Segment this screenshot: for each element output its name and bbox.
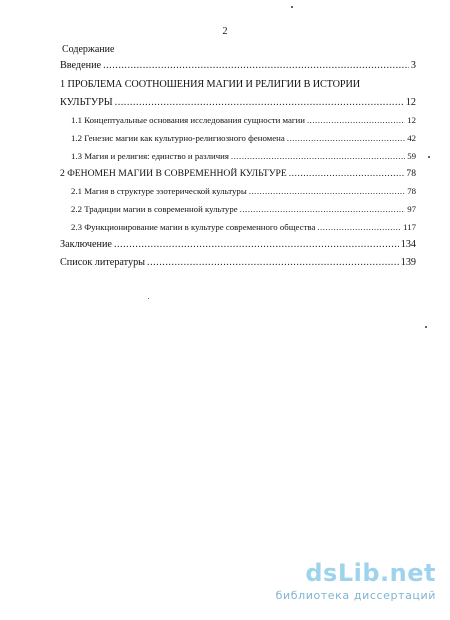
toc-title: 2.2 Традиции магии в современной культуре bbox=[71, 204, 238, 215]
toc-page: 117 bbox=[403, 221, 416, 232]
dot-leader bbox=[240, 205, 406, 214]
toc-title: КУЛЬТУРЫ bbox=[60, 97, 113, 109]
table-of-contents bbox=[60, 58, 416, 268]
toc-title: Список литературы bbox=[60, 256, 146, 268]
dot-leader bbox=[231, 152, 405, 161]
scan-speck bbox=[291, 6, 293, 8]
toc-entry-2-1[interactable] bbox=[60, 187, 416, 196]
toc-page: 3 bbox=[410, 60, 416, 71]
dot-leader bbox=[103, 61, 409, 71]
watermark bbox=[276, 559, 436, 602]
toc-entry-bibliography[interactable] bbox=[60, 258, 416, 268]
toc-title: 2.1 Магия в структуре эзотерической культуры bbox=[71, 186, 247, 197]
toc-page: 139 bbox=[400, 256, 416, 268]
dot-leader bbox=[307, 116, 405, 125]
toc-entry-1-3[interactable] bbox=[60, 152, 416, 161]
toc-page: 12 bbox=[407, 115, 416, 126]
dot-leader bbox=[147, 258, 399, 268]
toc-title: 2.3 Функционирование магии в культуре современного общества bbox=[71, 221, 316, 232]
dot-leader bbox=[249, 187, 405, 196]
toc-entry-chapter2[interactable] bbox=[60, 169, 416, 179]
dot-leader bbox=[289, 169, 405, 179]
toc-title: Заключение bbox=[60, 238, 112, 250]
scan-speck bbox=[425, 326, 427, 328]
dot-leader bbox=[115, 98, 404, 108]
toc-page: 134 bbox=[400, 238, 416, 250]
scan-speck bbox=[428, 156, 430, 158]
toc-title: 1.3 Магия и религия: единство и различия bbox=[71, 151, 229, 161]
toc-entry-1-2[interactable] bbox=[60, 134, 416, 143]
scan-speck bbox=[148, 298, 149, 299]
watermark-subtitle: библиотека диссертаций bbox=[275, 589, 436, 602]
toc-heading: Содержание bbox=[62, 44, 115, 55]
toc-entry-chapter1[interactable] bbox=[60, 98, 416, 108]
toc-page: 42 bbox=[407, 133, 416, 144]
dot-leader bbox=[287, 134, 405, 143]
toc-page: 78 bbox=[407, 186, 416, 197]
toc-entry-1-1[interactable] bbox=[60, 116, 416, 125]
toc-entry-conclusion[interactable] bbox=[60, 240, 416, 250]
toc-title: 1.1 Концептуальные основания исследования сущности магии bbox=[71, 115, 305, 126]
toc-entry-intro[interactable] bbox=[60, 61, 416, 71]
toc-page: 12 bbox=[405, 97, 416, 109]
toc-entry-2-2[interactable] bbox=[60, 205, 416, 214]
toc-title: 2 ФЕНОМЕН МАГИИ В СОВРЕМЕННОЙ КУЛЬТУРЕ bbox=[60, 167, 287, 179]
toc-entry-2-3[interactable] bbox=[60, 223, 416, 232]
toc-page: 97 bbox=[407, 204, 416, 215]
toc-page: 59 bbox=[407, 151, 416, 161]
page-number: 2 bbox=[222, 26, 228, 37]
toc-title: 1.2 Генезис магии как культурно-религиозного феномена bbox=[71, 133, 285, 144]
watermark-logo: dsLib.net bbox=[305, 559, 436, 587]
toc-page: 78 bbox=[406, 167, 416, 179]
dot-leader bbox=[114, 240, 399, 250]
toc-title: Введение bbox=[60, 60, 102, 71]
dot-leader bbox=[317, 223, 401, 232]
toc-chapter1-line1[interactable]: 1 ПРОБЛЕМА СООТНОШЕНИЯ МАГИИ И РЕЛИГИИ В ИСТОРИИ bbox=[60, 79, 360, 91]
